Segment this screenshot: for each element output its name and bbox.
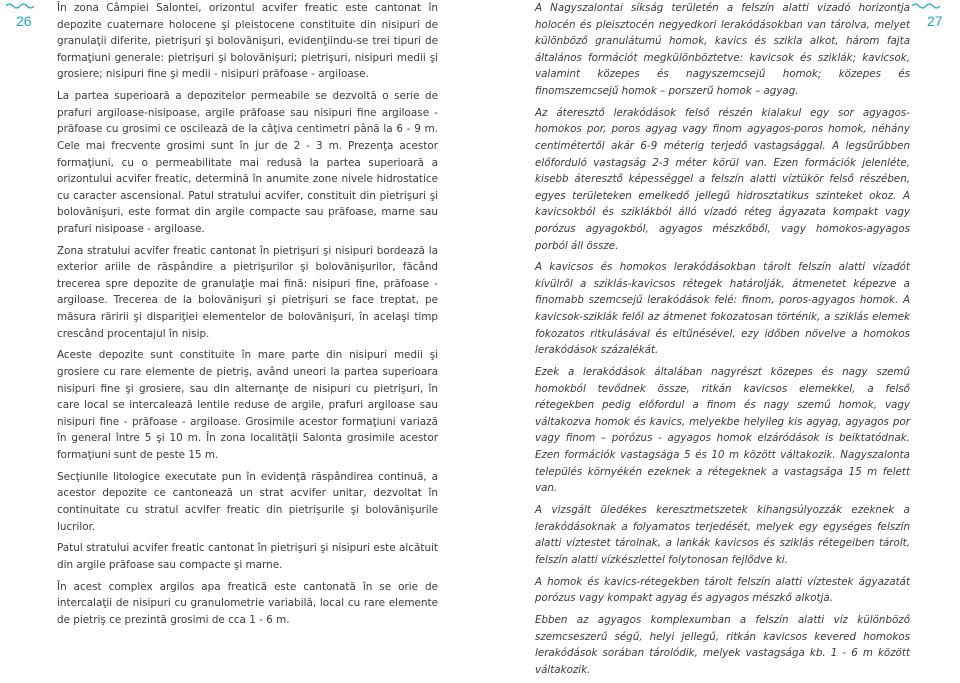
hungarian-text-column bbox=[535, 0, 910, 683]
page-number-left: 26 bbox=[16, 13, 32, 29]
paragraph: Az áteresztő lerakódások felső részén kialakul egy sor agyagos-homokos por, poros agyag vagy finom agyagos-poros homok, néhány centimétertől akár 6-9 méterig terjedő vastagsággal. A legsűrűbben előforduló vastagság 2-3 méter körül van. Ezen formációk jelenléte, kisebb áteresztő képességgel a felszín alatti víztükör felső részében, egyes területeken emelkedő jellegű hidrosztatikus szinteket okoz. A kavicsokból és sziklákból álló vízadó réteg ágyazata kompakt vagy porózus agyagokból, agyagos mészkőből, vagy homokos-agyagos porból áll össze. bbox=[535, 106, 910, 252]
wave-ornament-left-icon bbox=[6, 2, 34, 10]
paragraph: Ezek a lerakódások általában nagyrészt közepes és nagy szemű homokból tevődnek össze, ritkán kavicsos elemekkel, a felső rétegekben pedig előfordul a finom és nagy szemű homok, vagy váltakozva homok és kavics, melyekbe helyileg kis agyag, agyagos por vagy finom – porózus - agyagos homok elzáródások is beiktatódnak. Ezen formációk vastagsága 5 és 10 m között váltakozik. Nagyszalonta település környékén ezeknek a rétegeknek a vastagsága 15 m felett van. bbox=[535, 366, 910, 495]
paragraph: Zona stratului acvifer freatic cantonat în pietrişuri şi nisipuri bordează la exterior ariile de răspândire a pietrişurilor şi bolovănişurilor, făcând trecerea spre depozite de granulaţie mai fină: nisipuri fine, prăfoase - argiloase. Trecerea de la bolovănişuri şi pietrişuri se face treptat, pe măsura răririi şi dispariţiei elementelor de bolovănişuri, în acelaşi timp crescând procentajul în nisip. bbox=[57, 244, 438, 340]
page-number-right: 27 bbox=[927, 13, 943, 29]
paragraph: A Nagyszalontai síkság területén a felszín alatti vizadó horizontja holocén és pleisztocén negyedkori lerakódásokban van tárolva, melyet különböző granulátumú homok, kavics és szikla alkot, három fajta általános formációt megkülönböztetve: kavicsok és sziklák; kavicsok, valamint közepes és nagyszemcsejű homok; közepes és finomszemcsejű homok – porszerű homok – agyag. bbox=[535, 2, 910, 97]
paragraph: A homok és kavics-rétegekben tárolt felszín alatti víztestek ágyazatát porózus vagy kompakt agyag és agyagos mészkő alkotja. bbox=[535, 575, 910, 605]
paragraph: La partea superioară a depozitelor permeabile se dezvoltă o serie de prafuri argiloase-nisipoase, argile prăfoase sau nisipuri fine argiloase - prăfoase cu grosimi ce oscilează de la câţiva centimetri până la 6 - 9 m. Cele mai frecvente grosimi sunt în jur de 2 - 3 m. Prezenţa acestor formaţiuni, cu o permeabilitate mai redusă la partea superioară a orizontului acvifer freatic, determină în anumite zone nivele hidrostatice cu caracter ascensional. Patul stratului acvifer, constituit din pietrişuri şi bolovănişuri, este format din argile compacte sau prăfoase, marne sau prafuri nisipoase - argiloase. bbox=[57, 90, 438, 235]
paragraph: Aceste depozite sunt constituite în mare parte din nisipuri medii şi grosiere cu rare elemente de pietriş, având uneori la partea superioara nisipuri fine şi grosiere, sau din alternanţe de nisipuri cu pietrişuri, în care local se intercalează lentile reduse de argile, prafuri argiloase sau nisipuri fine - prăfoase - argiloase. Grosimile acestor formaţiuni variază în general între 5 şi 10 m. În zona localităţii Salonta grosimile acestor formaţiuni sunt de peste 15 m. bbox=[57, 349, 438, 461]
paragraph: A kavicsos és homokos lerakódásokban tárolt felszín alatti vízadót kívülről a sziklás-kavicsos rétegek határolják, átmenetet képezve a finomabb szemcsejű lerakódások felé: finom, poros-agyagos homok. A kavicsok-sziklák felől az átmenet fokozatosan történik, a sziklás elemek fokozatos ritkulásával és eltűnésével, ezy időben növelve a homokos lerakódások százalékát. bbox=[535, 261, 910, 357]
paragraph: În acest complex argilos apa freatică este cantonată în se orie de intercalaţii de nisipuri cu granulometrie variabilă, local cu rare elemente de pietriş ce prezintă grosimi de cca 1 - 6 m. bbox=[57, 580, 438, 626]
paragraph: În zona Câmpiei Salontei, orizontul acvifer freatic este cantonat în depozite cuaternare holocene şi pleistocene constituite din nisipuri de granulaţii diferite, pietrişuri şi bolovănişuri, evidenţiindu-se trei tipuri de formaţiuni generale: pietrişuri şi bolovănişuri; pietrişuri, nisipuri medii şi grosiere; nisipuri fine şi medii - nisipuri prăfoase - argiloase. bbox=[57, 2, 438, 81]
paragraph: Ebben az agyagos komplexumban a felszín alatti víz különböző szemcseszerű ségű, helyi jellegű, ritkán kavicsos kevered homokos lerakódások sorában tárolódik, melyek vastagsága kb. 1 - 6 m között váltakozik. bbox=[535, 613, 910, 676]
paragraph: Secţiunile litologice executate pun în evidenţă răspândirea continuă, a acestor depozite ce cantonează un strat acvifer unitar, dezvoltat în continuitate cu stratul acvifer freatic din pietrişurile şi bolovănişurile lucrilor. bbox=[57, 470, 438, 533]
wave-ornament-right-icon bbox=[912, 2, 940, 10]
paragraph: A vizsgált üledékes keresztmetszetek kihangsúlyozzák ezeknek a lerakódásoknak a folyamatos terjedését, melyek egy egységes felszín alatti víztestet tárolnak, a lankák kavicsos és sziklás rétegeiben tárolt, felszín alatti vízkészlettel folytonosan fejlődve ki. bbox=[535, 503, 910, 566]
romanian-text-column bbox=[57, 0, 438, 634]
paragraph: Patul stratului acvifer freatic cantonat în pietrişuri şi nisipuri este alcătuit din argile prăfoase sau compacte şi marne. bbox=[57, 542, 438, 571]
